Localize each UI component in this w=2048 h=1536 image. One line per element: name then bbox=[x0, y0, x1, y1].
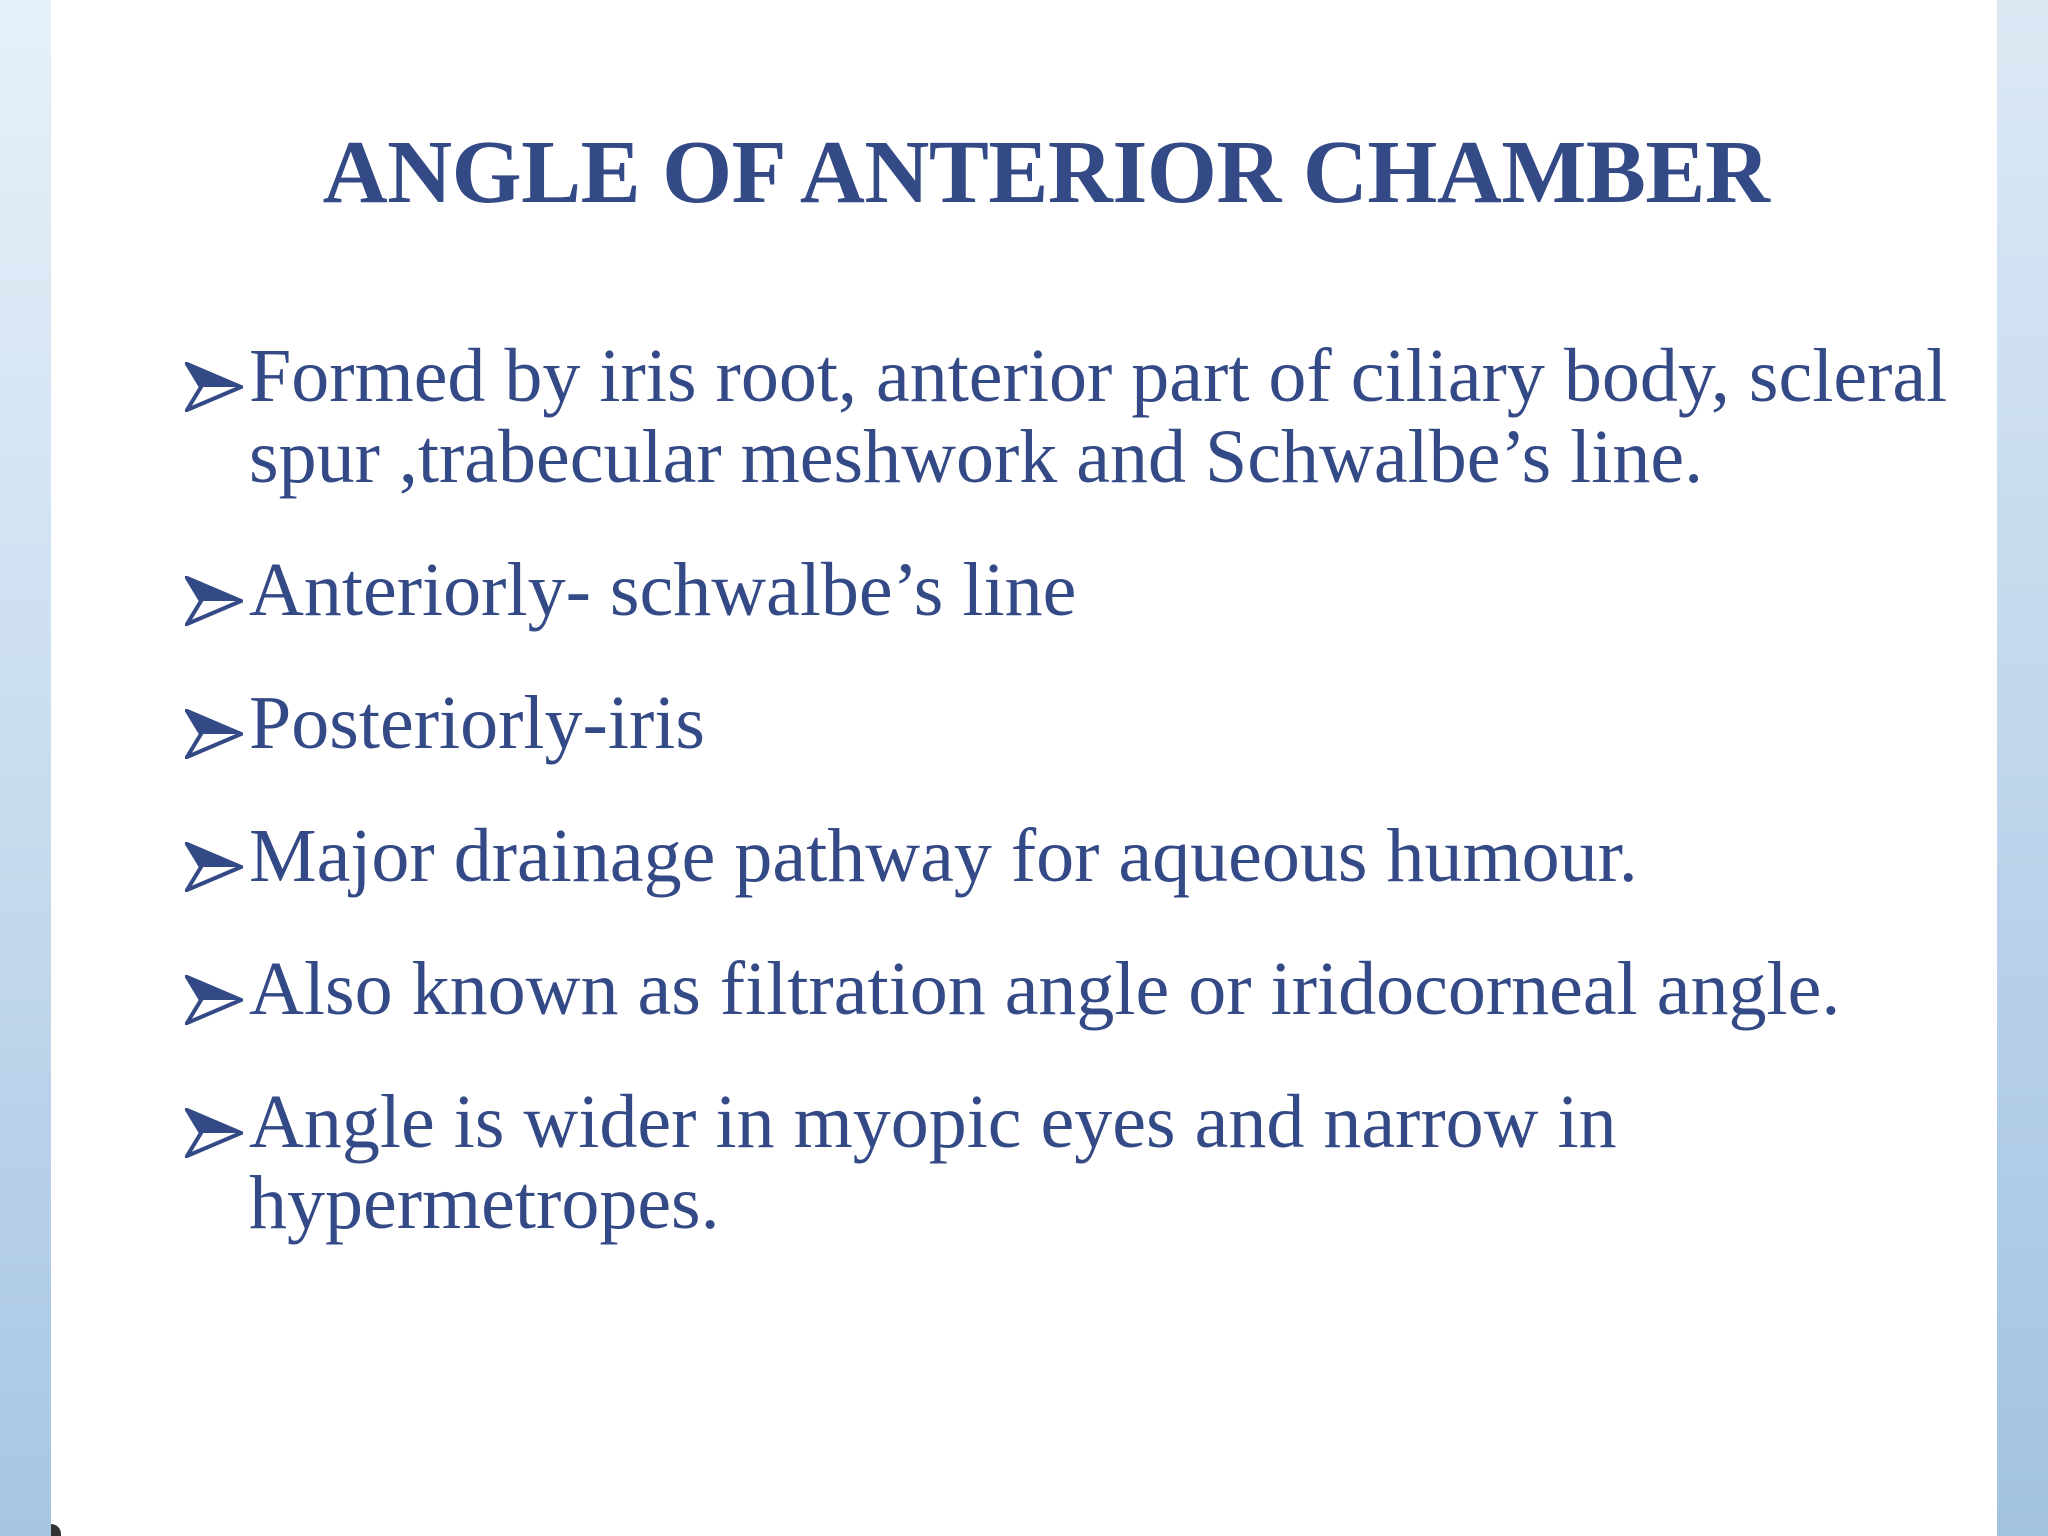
bullet-item bbox=[185, 550, 1965, 631]
slide bbox=[51, 0, 1997, 1536]
arrowhead-bullet-icon bbox=[185, 975, 243, 1025]
bullet-text: Major drainage pathway for aqueous humour. bbox=[249, 814, 1638, 898]
bullet-item bbox=[185, 1082, 1965, 1244]
bullet-text: Anteriorly- schwalbe’s line bbox=[249, 548, 1077, 632]
arrowhead-bullet-icon bbox=[185, 576, 243, 626]
slide-title: ANGLE OF ANTERIOR CHAMBER bbox=[322, 123, 1770, 222]
bullet-item bbox=[185, 336, 1965, 498]
bullet-list bbox=[185, 336, 1965, 1296]
bullet-item bbox=[185, 949, 1965, 1030]
arrowhead-bullet-icon bbox=[185, 709, 243, 759]
bullet-text: Angle is wider in myopic eyes and narrow in hypermetropes. bbox=[249, 1080, 1617, 1245]
bullet-text: Also known as filtration angle or iridocorneal angle. bbox=[249, 947, 1841, 1031]
bullet-item bbox=[185, 683, 1965, 764]
bullet-text: Posteriorly-iris bbox=[249, 681, 705, 765]
arrowhead-bullet-icon bbox=[185, 1108, 243, 1158]
bullet-item bbox=[185, 816, 1965, 897]
arrowhead-bullet-icon bbox=[185, 842, 243, 892]
bullet-text: Formed by iris root, anterior part of ciliary body, scleral spur ,trabecular meshwork and Schwalbe’s line. bbox=[249, 334, 1948, 499]
arrowhead-bullet-icon bbox=[185, 362, 243, 412]
slide-right-border bbox=[1997, 0, 2048, 1536]
slide-left-border bbox=[0, 0, 51, 1536]
